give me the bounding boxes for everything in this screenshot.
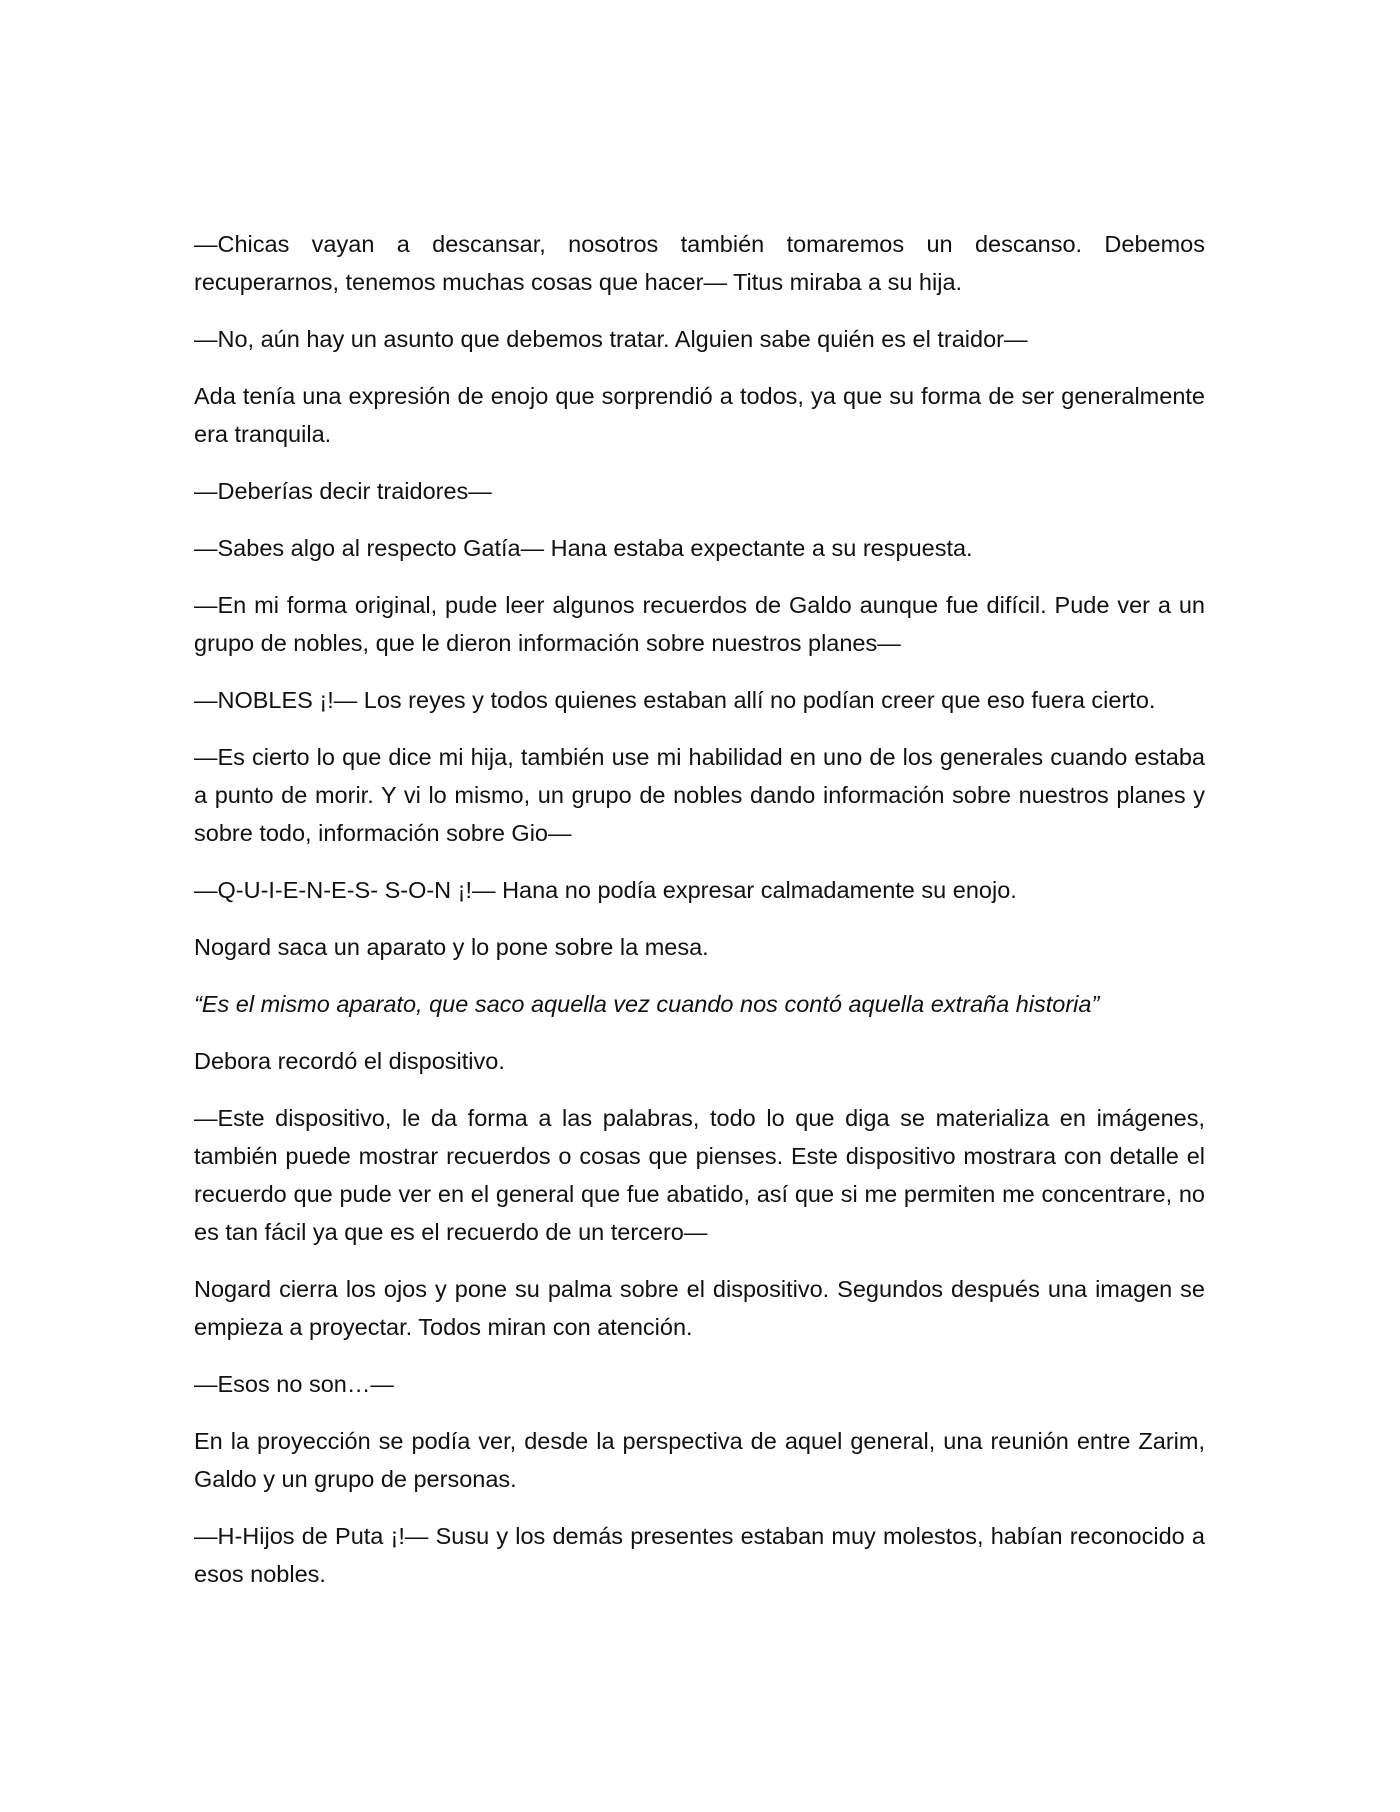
paragraph: —H-Hijos de Puta ¡!— Susu y los demás presentes estaban muy molestos, habían reconocido a esos nobles.: [194, 1523, 1205, 1587]
paragraph: En la proyección se podía ver, desde la perspectiva de aquel general, una reunión entre Zarim, Galdo y un grupo de personas.: [194, 1428, 1205, 1492]
paragraph: —Q-U-I-E-N-E-S- S-O-N ¡!— Hana no podía expresar calmadamente su enojo.: [194, 877, 1017, 903]
italic-thought-paragraph: “Es el mismo aparato, que saco aquella vez cuando nos contó aquella extraña historia”: [194, 991, 1100, 1017]
paragraph: Debora recordó el dispositivo.: [194, 1048, 505, 1074]
document-page: [194, 225, 1205, 1612]
paragraph: —No, aún hay un asunto que debemos tratar. Alguien sabe quién es el traidor—: [194, 326, 1028, 352]
paragraph: —Es cierto lo que dice mi hija, también use mi habilidad en uno de los generales cuando estaba a punto de morir. Y vi lo mismo, un grupo de nobles dando información sobre nuestros planes y sobre todo, información sobre Gio—: [194, 744, 1205, 846]
paragraph: —Este dispositivo, le da forma a las palabras, todo lo que diga se materializa en imágenes, también puede mostrar recuerdos o cosas que pienses. Este dispositivo mostrara con detalle el recuerdo que pude ver en el general que fue abatido, así que si me permiten me concentrare, no es tan fácil ya que es el recuerdo de un tercero—: [194, 1105, 1205, 1245]
paragraph: —En mi forma original, pude leer algunos recuerdos de Galdo aunque fue difícil. Pude ver a un grupo de nobles, que le dieron información sobre nuestros planes—: [194, 592, 1205, 656]
paragraph: —Deberías decir traidores—: [194, 478, 492, 504]
paragraph: —Sabes algo al respecto Gatía— Hana estaba expectante a su respuesta.: [194, 535, 973, 561]
paragraph: —Chicas vayan a descansar, nosotros también tomaremos un descanso. Debemos recuperarnos, tenemos muchas cosas que hacer— Titus miraba a su hija.: [194, 231, 1205, 295]
paragraph: —Esos no son…—: [194, 1371, 394, 1397]
paragraph: Ada tenía una expresión de enojo que sorprendió a todos, ya que su forma de ser generalmente era tranquila.: [194, 383, 1205, 447]
paragraph: —NOBLES ¡!— Los reyes y todos quienes estaban allí no podían creer que eso fuera cierto.: [194, 687, 1156, 713]
paragraph: Nogard saca un aparato y lo pone sobre la mesa.: [194, 934, 709, 960]
paragraph: Nogard cierra los ojos y pone su palma sobre el dispositivo. Segundos después una imagen se empieza a proyectar. Todos miran con atención.: [194, 1276, 1205, 1340]
